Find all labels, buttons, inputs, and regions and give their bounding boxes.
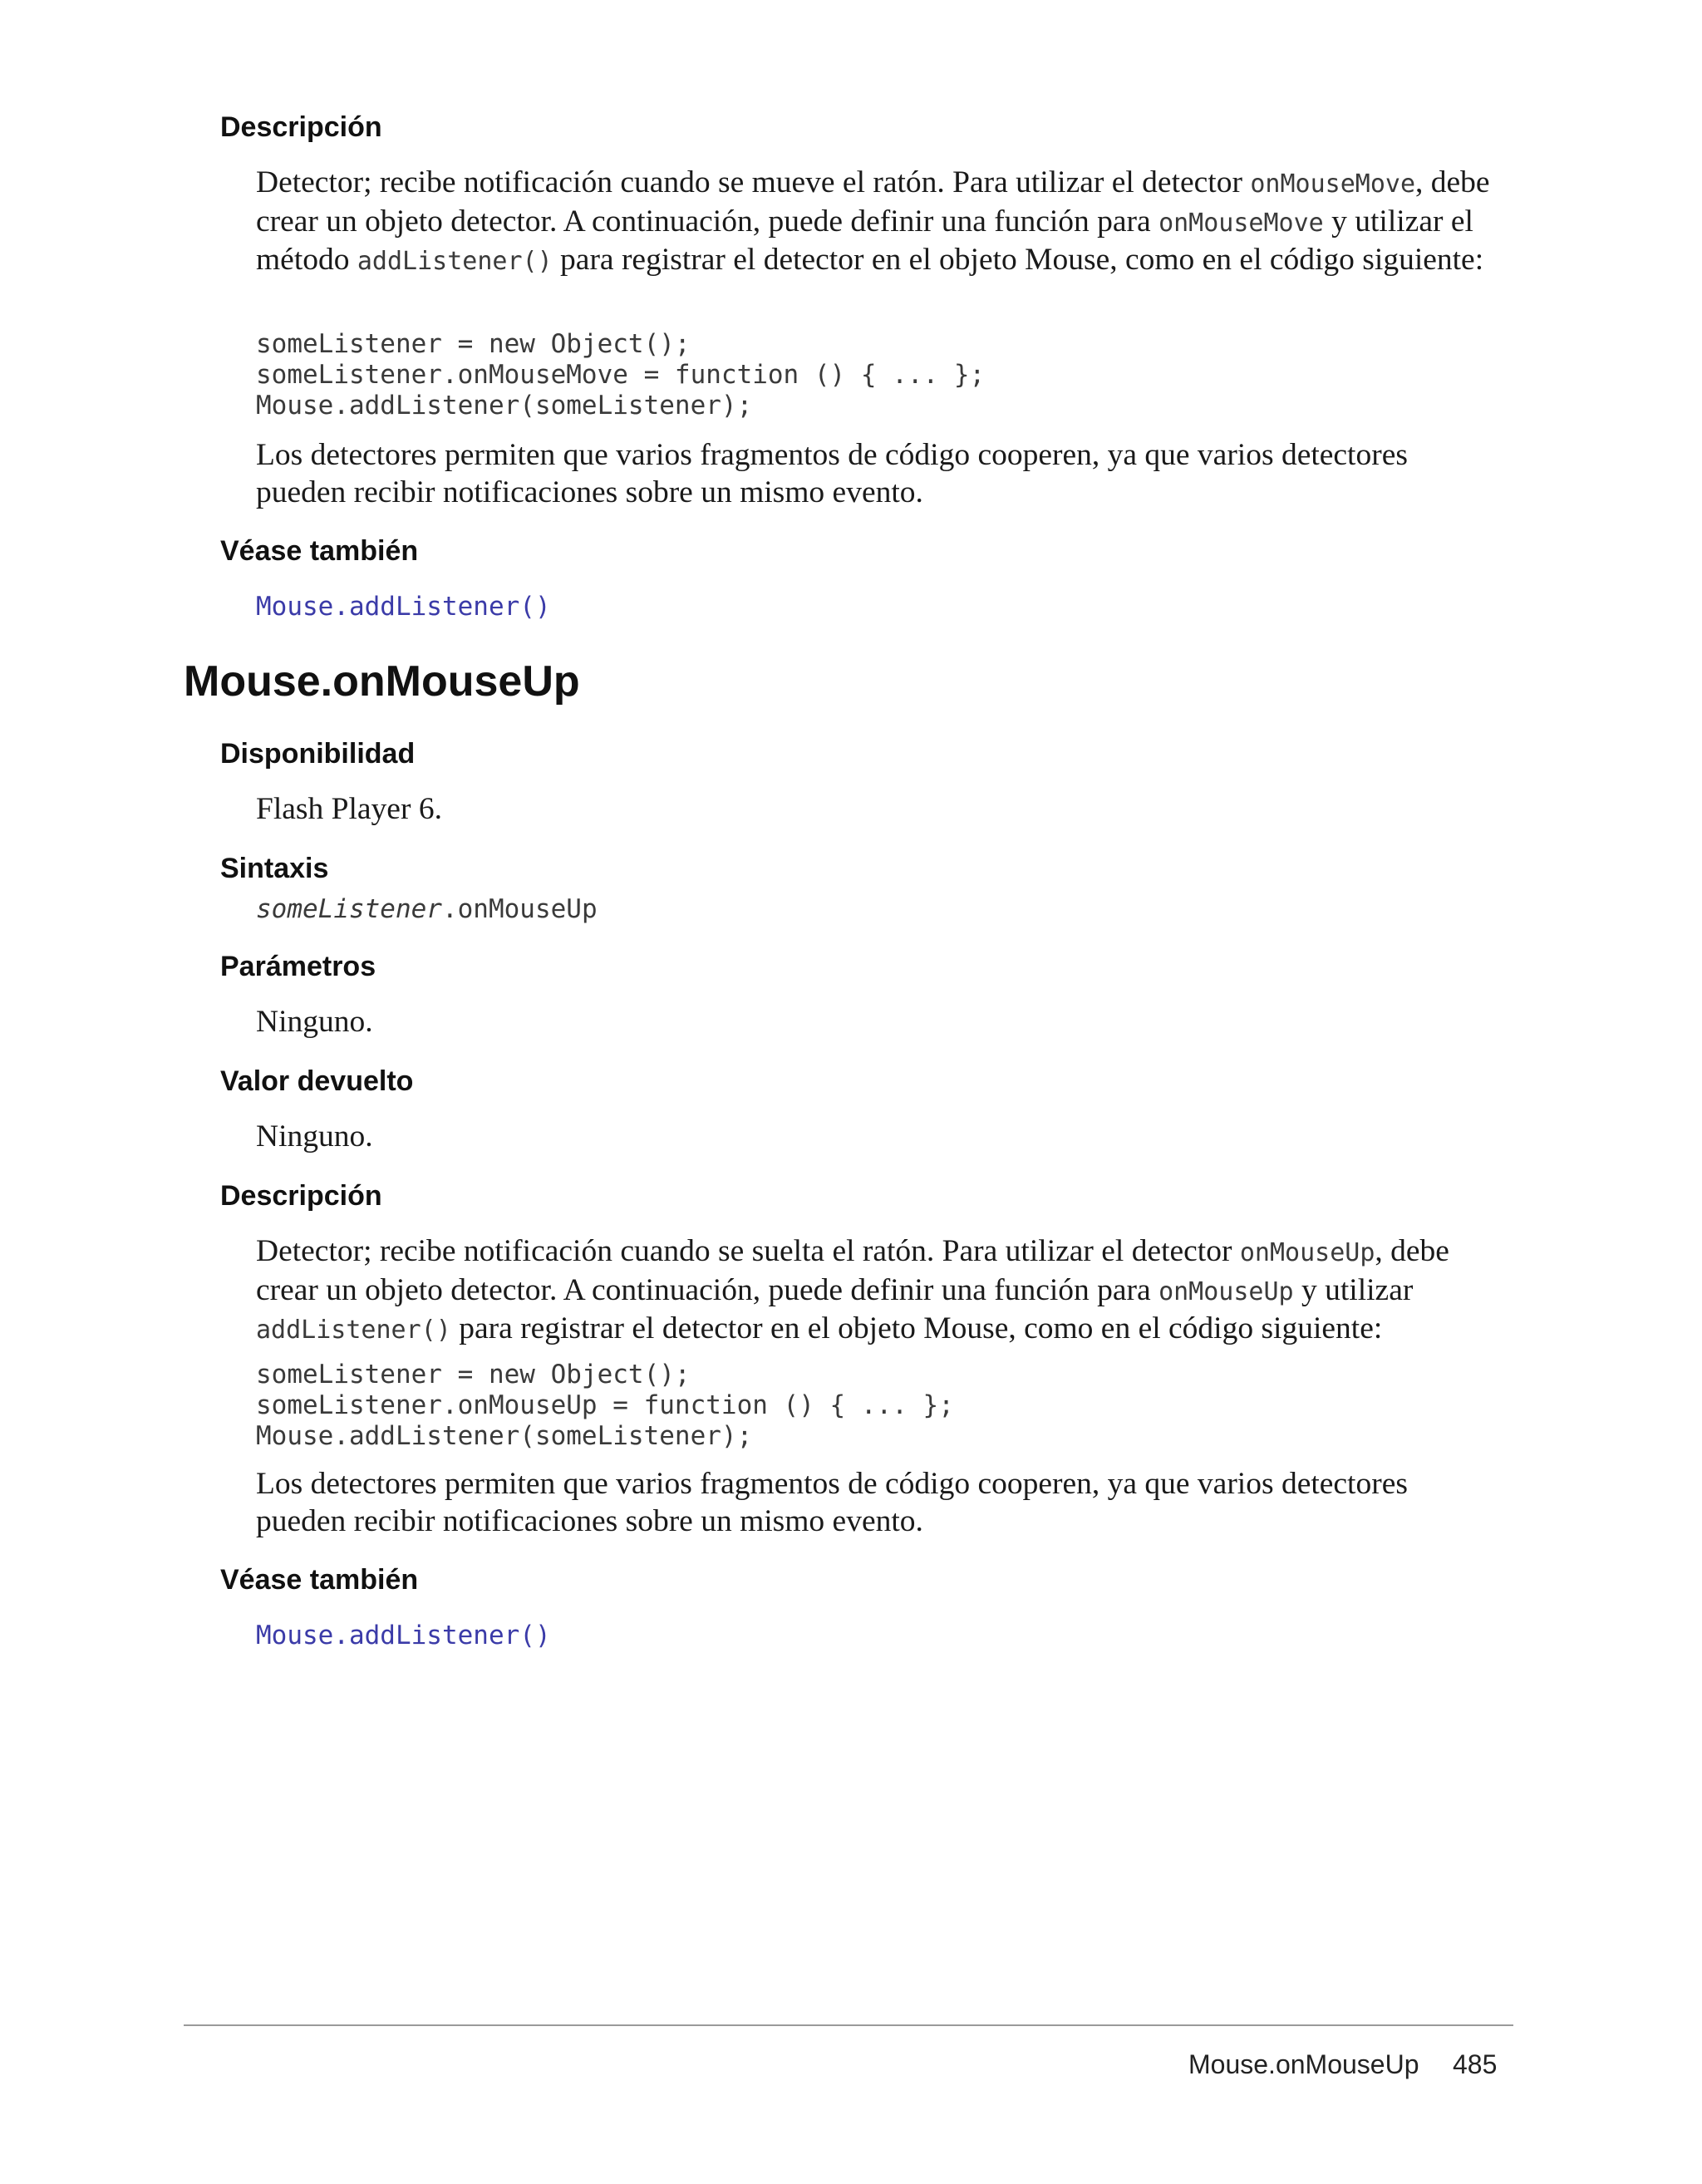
return-heading: Valor devuelto [220,1065,414,1097]
note-paragraph: Los detectores permiten que varios fragmentos de código cooperen, ya que varios detectores pueden recibir notificaciones sobre un mismo evento. [256,438,1408,509]
inline-code: onMouseMove [1250,170,1416,199]
syntax-line [256,894,598,924]
syntax-member: .onMouseUp [441,894,598,924]
inline-code: addListener() [357,247,553,276]
see-also-link[interactable]: Mouse.addListener() [256,1621,551,1650]
code-line: Mouse.addListener(someListener); [256,391,753,421]
syntax-object: someListener [256,894,442,924]
parameters-text: Ninguno. [256,1005,373,1039]
availability-heading: Disponibilidad [220,738,416,770]
running-title: Mouse.onMouseUp [1188,2049,1419,2079]
description-heading: Descripción [220,111,382,143]
description-text: para registrar el detector en el objeto Mouse, como en el código siguiente: [450,1311,1383,1345]
description-paragraph [256,1233,1503,1350]
description-text: y utilizar el método [256,204,1473,277]
description-text: Detector; recibe notificación cuando se mueve el ratón. Para utilizar el detector [256,165,1251,199]
code-line: Mouse.addListener(someListener); [256,1421,753,1451]
footer-divider [184,2024,1513,2026]
description-text: para registrar el detector en el objeto Mouse, como en el código siguiente: [552,243,1484,277]
code-example [256,329,985,421]
description-text: , debe crear un objeto detector. A continuación, puede definir una función para [256,1234,1449,1307]
parameters-heading: Parámetros [220,951,376,982]
description-heading: Descripción [220,1180,382,1212]
code-line: someListener.onMouseMove = function () { ... }; [256,360,986,390]
description-text: y utilizar [1293,1272,1414,1307]
see-also-heading: Véase también [220,1564,419,1596]
code-line: someListener = new Object(); [256,1360,691,1390]
availability-text: Flash Player 6. [256,792,442,826]
syntax-heading: Sintaxis [220,853,329,884]
code-line: someListener.onMouseUp = function () { ... }; [256,1390,954,1420]
description-paragraph [256,165,1503,281]
code-example [256,1360,954,1452]
inline-code: onMouseMove [1158,208,1324,238]
see-also-heading: Véase también [220,535,419,567]
entry-title: Mouse.onMouseUp [184,657,580,706]
see-also-link[interactable]: Mouse.addListener() [256,592,551,622]
note-paragraph: Los detectores permiten que varios fragmentos de código cooperen, ya que varios detectores pueden recibir notificaciones sobre un mismo evento. [256,1467,1408,1538]
return-text: Ninguno. [256,1119,373,1153]
description-text: , debe crear un objeto detector. A continuación, puede definir una función para [256,165,1490,239]
description-text: Detector; recibe notificación cuando se suelta el ratón. Para utilizar el detector [256,1234,1240,1268]
inline-code: addListener() [256,1316,451,1345]
page-number: 485 [1453,2049,1498,2079]
inline-code: onMouseUp [1158,1276,1294,1306]
inline-code: onMouseUp [1239,1238,1375,1267]
code-line: someListener = new Object(); [256,329,691,359]
